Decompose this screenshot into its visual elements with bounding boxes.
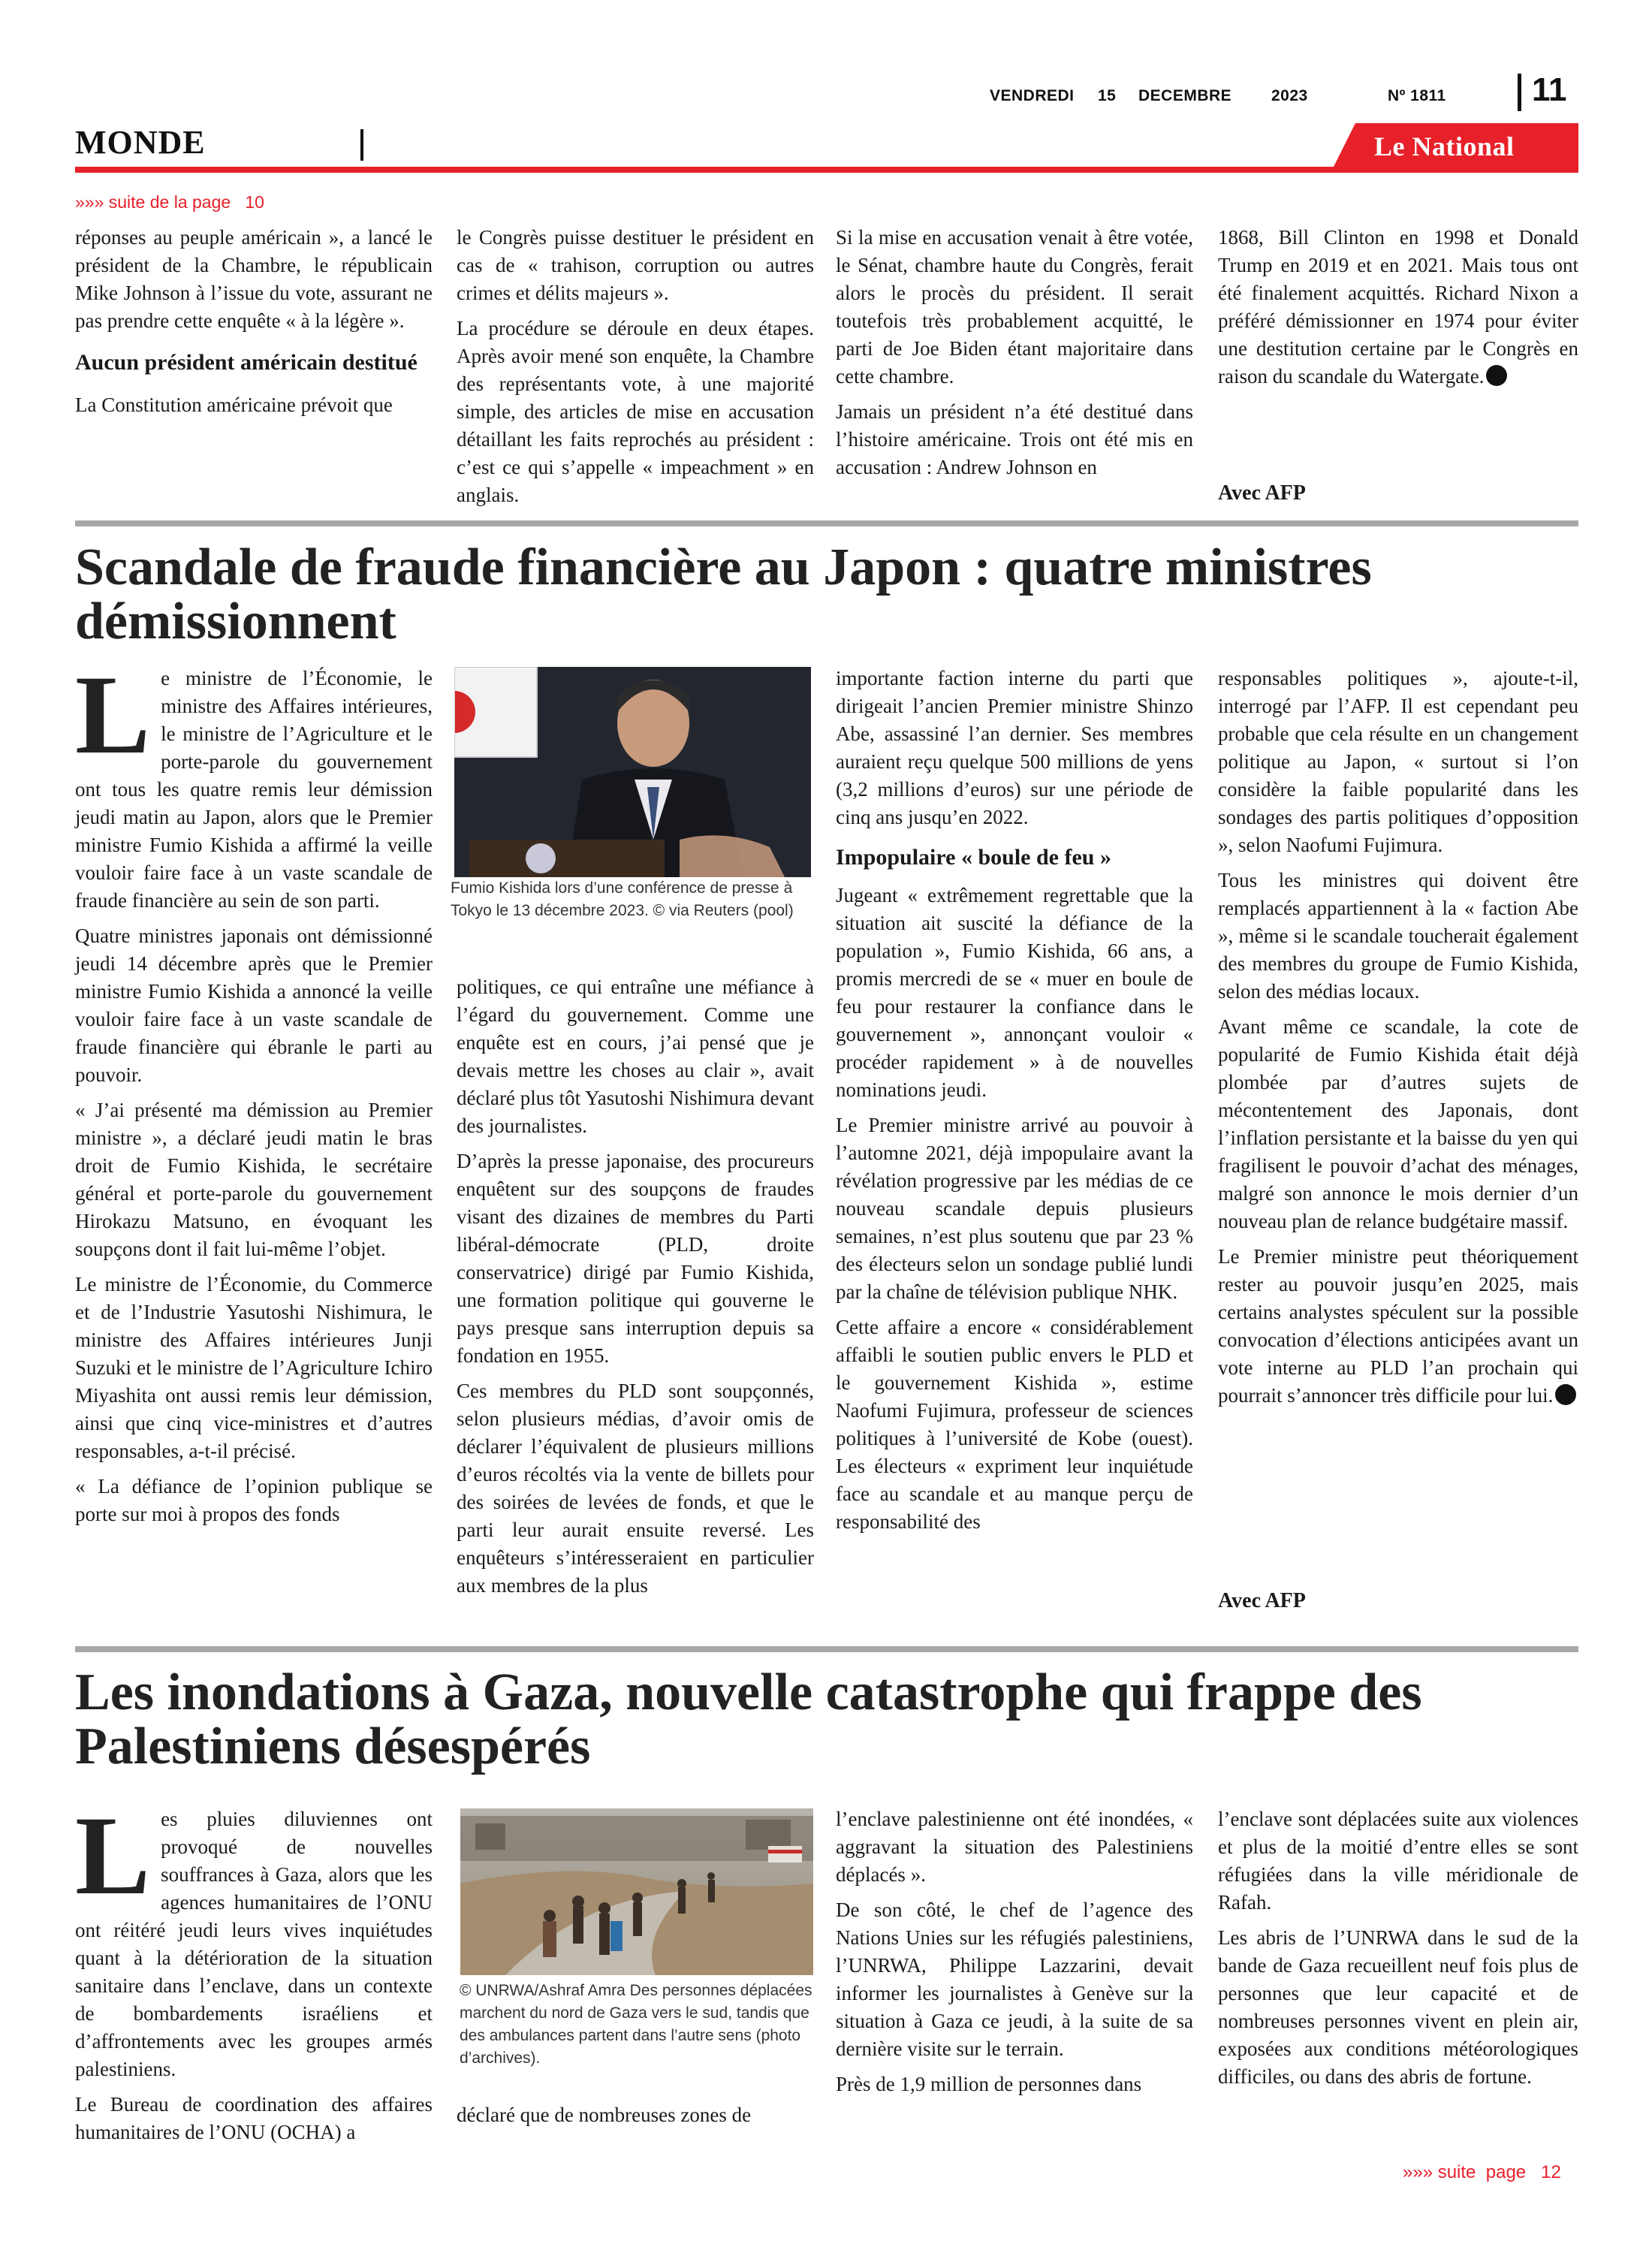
article2-dropcap: L: [75, 653, 151, 777]
article2-paragraph: Le ministre de l’Économie, du Commerce et de l’Industrie Yasutoshi Nishimura, le ministre des Affaires intérieures Junji Suzuki et le ministre de l’Agriculture Ichiro Miyashita ont aussi remis leur démission, ainsi que cinq vice-ministres et d’autres responsables, a-t-il précisé.: [75, 1273, 433, 1462]
article1-col1: [75, 224, 433, 427]
kishida-photo: [454, 667, 811, 877]
article2-paragraph: D’après la presse japonaise, des procureurs enquêtent sur des soupçons de fraudes visant des dizaines de membres du Parti libéral-démocrate (PLD, droite conservatrice) dirigé par Fumio Kishida, une formation politique qui gouverne le pays presque sans interruption depuis sa fondation en 1955.: [457, 1150, 814, 1367]
page-number: 11: [1532, 71, 1567, 108]
article2-paragraph: « J’ai présenté ma démission au Premier ministre », a déclaré jeudi matin le bras droit de Fumio Kishida, le secrétaire général et porte-parole du gouvernement Hirokazu Matsuno, en évoquant les soupçons dont il fait lui-même l’objet.: [75, 1099, 433, 1260]
article2-col3: [836, 665, 1193, 1543]
gaza-photo-illustration: [460, 1808, 813, 1975]
article3-paragraph: déclaré que de nombreuses zones de: [457, 2104, 752, 2126]
header-date: 15: [1098, 87, 1117, 104]
article3-col1: [75, 1793, 433, 2154]
article2-paragraph: Ces membres du PLD sont soupçonnés, selon plusieurs médias, d’avoir omis de déclarer l’équivalent de plusieurs millions d’euros récoltés via la vente de billets pour des soirées de levées de fonds, et que le parti leur aurait ensuite reversé. Les enquêteurs s’intéresseraient en particulier aux membres de la plus: [457, 1380, 814, 1597]
article2-col2: [457, 973, 814, 1607]
article2-paragraph: e ministre de l’Économie, le ministre des Affaires intérieures, le ministre de l’Agriculture et le porte-parole du gouvernement ont tous les quatre remis leur démission jeudi matin au Japon, alors que le Premier ministre Fumio Kishida a affirmé la veille vouloir faire face à un vaste scandale de fraude financière au sein de son parti.: [75, 667, 433, 912]
article1-col4: [1218, 224, 1578, 505]
header-day: VENDREDI: [990, 87, 1075, 104]
end-mark-icon: [1486, 365, 1507, 386]
section-divider: [360, 129, 363, 161]
article2-subhead: Impopulaire « boule de feu »: [836, 845, 1111, 870]
continued-on-link[interactable]: »»» suite page 12: [1403, 2162, 1561, 2182]
kishida-photo-caption: Fumio Kishida lors d’une conférence de presse à Tokyo le 13 décembre 2023. © via Reuters (pool): [451, 879, 794, 919]
issue-number: Nº 1811: [1388, 87, 1446, 104]
article1-paragraph: Jamais un président n’a été destitué dans l’histoire américaine. Trois ont été mis en accusation : Andrew Johnson en: [836, 400, 1193, 478]
article1-col3: [836, 224, 1193, 489]
article2-paragraph: Cette affaire a encore « considérablement affaibli le soutien public envers le PLD et le gouvernement Kishida », estime Naofumi Fujimura, professeur de sciences politiques à l’université de Kobe (ouest). Les électeurs « expriment leur inquiétude face au scandale et au manque perçu de responsabilité des: [836, 1316, 1193, 1533]
section-title: MONDE: [75, 124, 206, 161]
article-separator: [75, 520, 1578, 526]
kishida-photo-illustration: [454, 667, 811, 877]
article-separator: [75, 1646, 1578, 1652]
article2-paragraph: Le Premier ministre peut théoriquement rester au pouvoir jusqu’en 2025, mais certains analystes spéculent sur la possible convocation d’élections anticipées avant un vote interne au PLD l’an prochain qui pourrait s’annoncer très difficile pour lui.: [1218, 1245, 1578, 1407]
brand-name: Le National: [1374, 131, 1515, 161]
header-year: 2023: [1271, 87, 1308, 104]
article1-subhead: Aucun président américain destitué: [75, 350, 418, 375]
article3-dropcap: L: [75, 1793, 151, 1918]
article1-paragraph: réponses au peuple américain », a lancé le président de la Chambre, le républicain Mike Johnson à l’issue du vote, assurant ne pas prendre cette enquête « à la légère ».: [75, 226, 433, 332]
article1-paragraph: La procédure se déroule en deux étapes. Après avoir mené son enquête, la Chambre des représentants vote, à une majorité simple, des articles de mise en accusation détaillant les faits reprochés au président : c’est ce qui s’appelle « impeachment » en anglais.: [457, 317, 814, 506]
article3-paragraph: l’enclave palestinienne ont été inondées, « aggravant la situation des Palestiniens déplacés ».: [836, 1808, 1193, 1886]
article1-col2: [457, 224, 814, 517]
article1-paragraph: 1868, Bill Clinton en 1998 et Donald Trump en 2019 et en 2021. Mais tous ont été finalement acquittés. Richard Nixon a préféré démissionner en 1974 pour éviter une destitution certaine par le Congrès en raison du scandale du Watergate.: [1218, 226, 1578, 388]
page-number-divider: [1518, 74, 1521, 111]
article3-paragraph: Près de 1,9 million de personnes dans: [836, 2073, 1142, 2095]
article2-paragraph: Quatre ministres japonais ont démissionné jeudi 14 décembre après que le Premier ministre Fumio Kishida a annoncé la veille vouloir faire face à un vaste scandale de fraude financière qui ébranle le parti au pouvoir.: [75, 924, 433, 1086]
article2-paragraph: Le Premier ministre arrivé au pouvoir à l’automne 2021, déjà impopulaire avant la révélation progressive par les médias de ce nouveau scandale depuis plusieurs semaines, n’est plus soutenu que par 23 % des électeurs selon un sondage publié lundi par la chaîne de télévision publique NHK.: [836, 1114, 1193, 1303]
gaza-photo: [460, 1808, 813, 1975]
article3-paragraph: De son côté, le chef de l’agence des Nations Unies sur les réfugiés palestiniens, l’UNRWA, Philippe Lazzarini, devait informer les journalistes à Genève sur la situation à Gaza ce jeudi, à la suite de sa dernière visite sur le terrain.: [836, 1899, 1193, 2060]
header-month: DECEMBRE: [1138, 87, 1232, 104]
article3-col2: [457, 2101, 814, 2137]
article2-paragraph: Tous les ministres qui doivent être remplacés appartiennent à la « faction Abe », même si le scandale toucherait également des membres du groupe de Fumio Kishida, selon des médias locaux.: [1218, 869, 1578, 1003]
gaza-photo-caption: © UNRWA/Ashraf Amra Des personnes déplacées marchent du nord de Gaza vers le sud, tandis que des ambulances partent dans l’autre sens (photo d’archives).: [460, 1982, 812, 2067]
article3-headline: Les inondations à Gaza, nouvelle catastrophe qui frappe des Palestiniens désespérés: [75, 1663, 1422, 1775]
article2-col4: [1218, 665, 1578, 1612]
article3-paragraph: l’enclave sont déplacées suite aux violences et plus de la moitié d’entre elles se sont réfugiées dans la ville méridionale de Rafah.: [1218, 1808, 1578, 1914]
article1-credit: Avec AFP: [1218, 481, 1306, 505]
article2-credit: Avec AFP: [1218, 1589, 1306, 1612]
article2-paragraph: responsables politiques », ajoute-t-il, interrogé par l’AFP. Il est cependant peu probable que cela résulte en un changement politique au Japon, « surtout si l’on considère la faible popularité dans les sondages des partis politiques d’opposition », selon Naofumi Fujimura.: [1218, 667, 1578, 856]
article3-paragraph: Le Bureau de coordination des affaires humanitaires de l’ONU (OCHA) a: [75, 2093, 433, 2143]
article1-paragraph: La Constitution américaine prévoit que: [75, 394, 393, 416]
article3-paragraph: Les abris de l’UNRWA dans le sud de la bande de Gaza recueillent neuf fois plus de personnes que leur capacité et de nombreuses personnes vivent en plein air, exposées aux conditions météorologiques difficiles, ou dans des abris de fortune.: [1218, 1926, 1578, 2088]
continued-from: »»» suite de la page 10: [75, 192, 264, 212]
article2-paragraph: Jugeant « extrêmement regrettable que la situation ait suscité la défiance de la population », Fumio Kishida, 66 ans, a promis mercredi de se « muer en boule de feu pour restaurer la confiance dans le gouvernement », annonçant vouloir « procéder rapidement » à de nouvelles nominations jeudi.: [836, 884, 1193, 1101]
article3-paragraph: es pluies diluviennes ont provoqué de nouvelles souffrances à Gaza, alors que les agences humanitaires de l’ONU ont réitéré jeudi leurs vives inquiétudes quant à la détérioration de la situation sanitaire dans l’enclave, dans un contexte de bombardements israéliens et d’affrontements avec les groupes armés palestiniens.: [75, 1808, 433, 2080]
article2-paragraph: politiques, ce qui entraîne une méfiance à l’égard du gouvernement. Comme une enquête est en cours, j’ai pensé que je devais mettre les choses au clair », avait déclaré plus tôt Yasutoshi Nishimura devant des journalistes.: [457, 976, 814, 1137]
article1-paragraph: le Congrès puisse destituer le président en cas de « trahison, corruption ou autres crimes et délits majeurs ».: [457, 226, 814, 304]
article1-paragraph: Si la mise en accusation venait à être votée, le Sénat, chambre haute du Congrès, ferait alors le procès du président. Il serait toutefois très probablement acquitté, le parti de Joe Biden étant majoritaire dans cette chambre.: [836, 226, 1193, 388]
article2-paragraph: importante faction interne du parti que dirigeait l’ancien Premier ministre Shinzo Abe, assassiné l’an dernier. Ses membres auraient reçu quelque 500 millions de yens (3,2 millions d’euros) sur une période de cinq ans jusqu’en 2022.: [836, 667, 1193, 828]
article3-col4: [1218, 1805, 1578, 2098]
article2-paragraph: « La défiance de l’opinion publique se porte sur moi à propos des fonds: [75, 1475, 433, 1525]
end-mark-icon: [1555, 1384, 1576, 1405]
article3-col3: [836, 1805, 1193, 2106]
article2-paragraph: Avant même ce scandale, la cote de popularité de Fumio Kishida était déjà plombée par d’autres sujets de mécontentement des Japonais, dont l’inflation persistante et la baisse du yen qui fragilisent le pouvoir d’achat des ménages, malgré son annonce le mois dernier d’un nouveau plan de relance budgétaire massif.: [1218, 1015, 1578, 1232]
article2-col1: [75, 653, 433, 1536]
article2-headline: Scandale de fraude financière au Japon : quatre ministres démissionnent: [75, 538, 1372, 650]
